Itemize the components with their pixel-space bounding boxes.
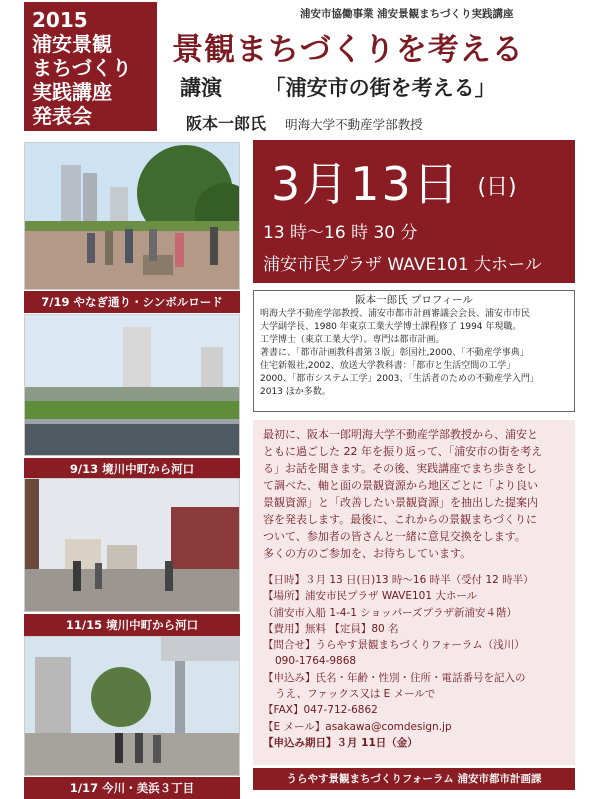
info-line: 【FAX】047-712-6862 bbox=[263, 704, 378, 717]
event-time: 13 時〜16 時 30 分 bbox=[263, 223, 418, 243]
profile-line: 著書に、「都市計画教科書第３版」彰国社,2000、「不動産学事典」 bbox=[260, 348, 529, 358]
lecturer-title: 明海大学不動産学部教授 bbox=[285, 117, 423, 132]
photo-imagawa bbox=[24, 636, 240, 776]
badge-line: 浦安景観 bbox=[32, 32, 112, 56]
intro-line: 景観資源」と「改善したい景観資源」を抽出した提案内 bbox=[263, 496, 538, 509]
lecture-heading bbox=[180, 72, 496, 102]
lecture-label: 講演 bbox=[180, 76, 222, 100]
info-line: 【問合せ】うらやす景観まちづくりフォーラム（浅川） bbox=[263, 639, 525, 652]
intro-line: て調べた、軸と面の景観資源から地区ごとに「より良い bbox=[263, 479, 538, 492]
event-badge bbox=[24, 2, 157, 131]
profile-line: 明海大学不動産学部教授、浦安市都市計画審議会会長、浦安市市民 bbox=[260, 309, 531, 319]
badge-line: まちづくり bbox=[32, 56, 132, 80]
event-date-line bbox=[271, 148, 517, 214]
event-venue: 浦安市民プラザ WAVE101 大ホール bbox=[263, 255, 542, 275]
photo-symbol-road bbox=[24, 142, 240, 290]
profile-line: 住宅新報社,2002、放送大学教科書：「都市と生活空間の工学」 bbox=[260, 361, 516, 371]
event-info bbox=[263, 572, 565, 751]
info-line: うえ、ファックス又は E メールで bbox=[275, 688, 436, 701]
lecturer-profile bbox=[253, 290, 575, 412]
intro-line: ついて、参加者の皆さんと一緒に意見交換をします。 bbox=[263, 530, 526, 543]
intro-line: る」お話を聞きます。その後、実践講座でまち歩きをし bbox=[263, 462, 538, 475]
photo-sakaigawa-2 bbox=[24, 478, 240, 612]
application-deadline: 【申込み期日】３月 11日（金） bbox=[263, 736, 418, 749]
info-line: 【場所】浦安市民プラザ WAVE101 大ホール bbox=[263, 590, 478, 603]
info-line: 【申込み】氏名・年齢・性別・住所・電話番号を記入の bbox=[263, 671, 526, 684]
lecturer-name: 阪本一郎氏 bbox=[186, 114, 267, 133]
badge-line: 実践講座 bbox=[32, 80, 112, 104]
organizer-footer: うらやす景観まちづくりフォーラム 浦安市都市計画課 bbox=[253, 768, 575, 790]
badge-line: 2015 bbox=[32, 8, 88, 32]
intro-line: 最初に、阪本一郎明海大学不動産学部教授から、浦安と bbox=[263, 428, 538, 441]
event-day-of-week: (日) bbox=[477, 175, 517, 200]
event-date-box bbox=[253, 140, 575, 283]
photo-caption: 1/17 今川・美浜３丁目 bbox=[24, 777, 240, 799]
info-line: 【日時】３月 13 日(日)13 時〜16 時半（受付 12 時半） bbox=[263, 574, 534, 586]
profile-line: 大学副学長、1980 年東京工業大学博士課程修了 1994 年現職。 bbox=[260, 322, 522, 332]
intro-line: 容を発表します。最後に、これからの景観まちづくりに bbox=[263, 513, 538, 526]
profile-line: 工学博士（東京工業大学）。専門は都市計画。 bbox=[260, 335, 445, 345]
info-line: 【E メール】asakawa@comdesign.jp bbox=[263, 720, 452, 733]
lecture-title: 「浦安市の街を考える」 bbox=[264, 76, 496, 100]
supertitle: 浦安市協働事業 浦安景観まちづくり実践講座 bbox=[300, 8, 514, 20]
intro-line: ともに過ごした 22 年を振り返って、「浦安市の街を考え bbox=[263, 445, 543, 458]
photo-caption: 7/19 やなぎ通り・シンボルロード bbox=[24, 291, 240, 313]
page-title: 景観まちづくりを考える bbox=[172, 32, 524, 68]
profile-line: 2000、「都市システム工学」2003、「生活者のための不動産学入門」 bbox=[260, 374, 539, 384]
lecturer bbox=[186, 111, 423, 134]
intro-text bbox=[263, 426, 565, 562]
photo-sakaigawa-1 bbox=[24, 314, 240, 456]
intro-line: 多くの方のご参加を、お待ちしています。 bbox=[263, 547, 472, 560]
event-date: 3月13日 bbox=[271, 157, 461, 211]
photo-caption: 9/13 境川中町から河口 bbox=[24, 458, 240, 480]
profile-heading: 阪本一郎氏 プロフィール bbox=[355, 294, 473, 306]
details-panel bbox=[253, 420, 575, 765]
info-line: 090-1764-9868 bbox=[275, 655, 357, 668]
info-line: 【費用】無料 【定員】80 名 bbox=[263, 622, 399, 635]
badge-line: 発表会 bbox=[32, 104, 92, 128]
photo-caption: 11/15 境川中町から河口 bbox=[24, 614, 240, 636]
info-line: （浦安市入船 1-4-1 ショッパーズプラザ新浦安４階） bbox=[263, 606, 518, 619]
profile-line: 2013 ほか多数。 bbox=[260, 387, 331, 397]
